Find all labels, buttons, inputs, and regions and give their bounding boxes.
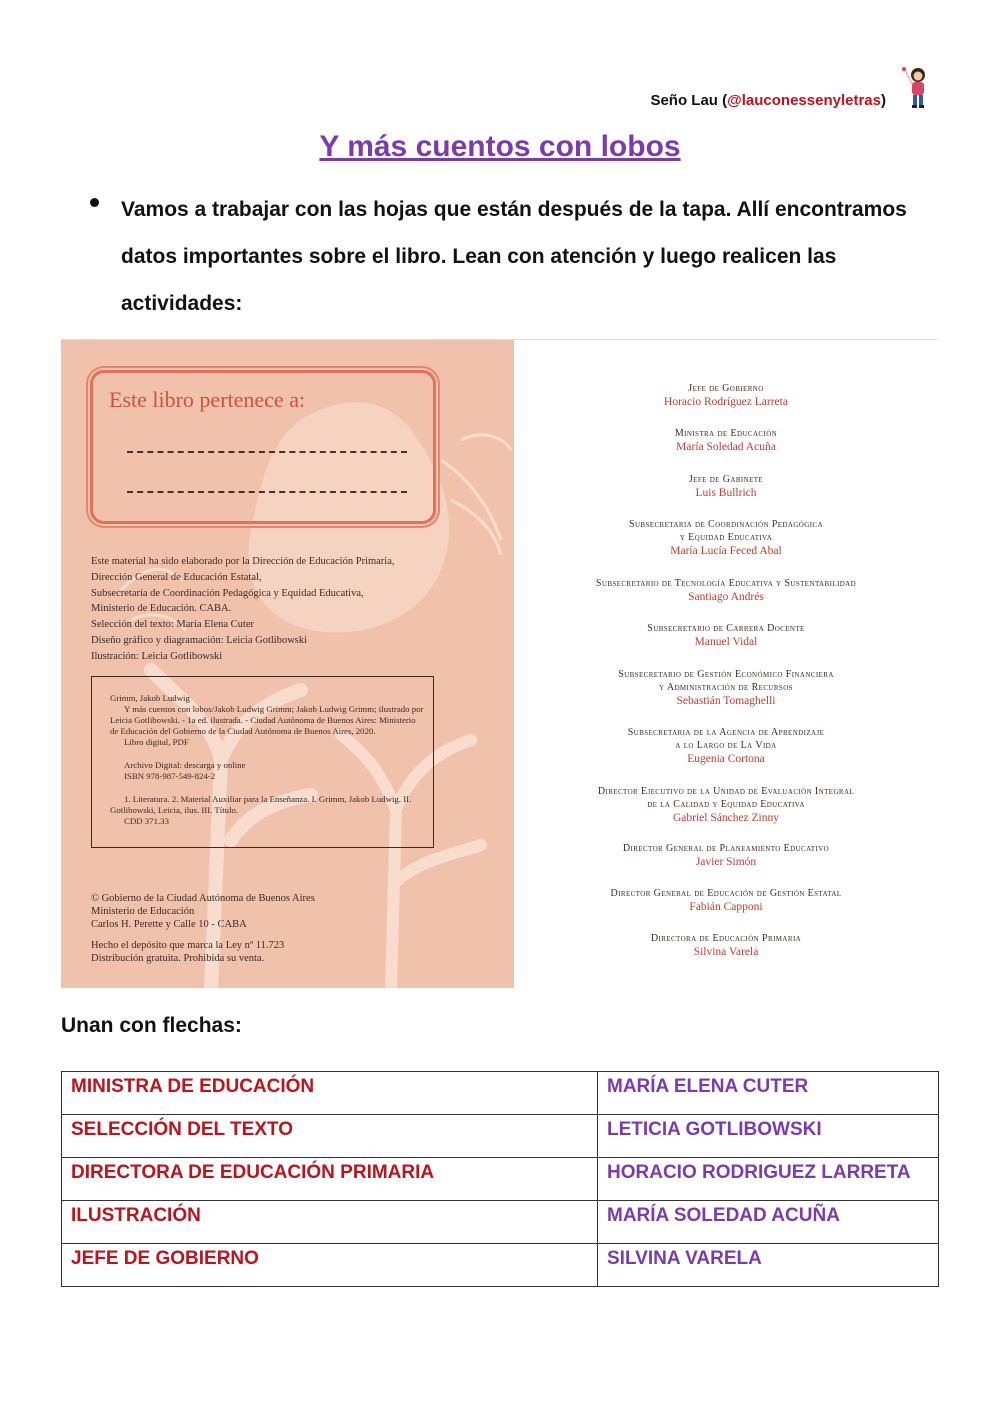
authority-role: Jefe de Gobierno [688, 383, 764, 394]
legal-line: Hecho el depósito que marca la Ley nº 11.723 [91, 940, 285, 951]
authority-role: Ministra de Educación [674, 428, 778, 439]
book-credits-image [61, 339, 938, 988]
authority-entry [514, 427, 938, 455]
table-row [62, 1158, 939, 1201]
legal-line: Distribución gratuita. Prohibida su venta. [91, 953, 265, 964]
authority-role: Subsecretario de Gestión Económico Financiera y Administración de Recursos [618, 669, 834, 693]
book-left-page [61, 340, 514, 988]
authority-name: Manuel Vidal [694, 636, 758, 648]
authority-entry [514, 785, 938, 826]
credit-suffix: ) [881, 92, 886, 109]
table-row [62, 1072, 939, 1115]
credit-line: Selección del texto: María Elena Cuter [91, 619, 254, 631]
authority-role: Director Ejecutivo de la Unidad de Evaluación Integral de la Calidad y Equidad Educativa [597, 786, 855, 810]
instruction-item [86, 186, 956, 327]
owner-line [127, 491, 407, 493]
match-right-cell[interactable]: HORACIO RODRIGUEZ LARRETA [598, 1158, 939, 1201]
matching-heading: Unan con flechas: [61, 1014, 242, 1037]
catalog-subjects: 1. Literatura. 2. Material Auxiliar para la Enseñanza. I. Grimm, Jakob Ludwig. II. Gotlibowski, Leicia, ilus. III. Título. [110, 794, 412, 815]
book-credits [91, 554, 395, 665]
credit-prefix: Seño Lau ( [650, 92, 728, 109]
authority-entry [514, 887, 938, 915]
authority-name: Javier Simón [695, 856, 757, 868]
authority-role: Subsecretario de Tecnología Educativa y Sustentabilidad [595, 578, 857, 589]
catalog-description: Y más cuentos con lobos/Jakob Ludwig Grimm; Jakob Ludwig Grimm; ilustrado por Leicia Gotlibowski. - 1a ed. ilustrada. - Ciudad Autónoma de Buenos Aires: Ministerio de Educación del Gobierno de la Ciudad Autónoma de Buenos Aires, 2020. [110, 704, 424, 736]
credit-line: Diseño gráfico y diagramación: Leicia Gotlibowski [91, 634, 308, 646]
catalog-box [91, 676, 434, 848]
match-left-cell[interactable]: JEFE DE GOBIERNO [62, 1244, 598, 1287]
bullet-icon [90, 198, 99, 207]
catalog-author: Grimm, Jakob Ludwig [110, 693, 190, 703]
authority-name: Fabián Capponi [689, 901, 763, 913]
teacher-avatar-icon [900, 64, 936, 110]
copyright-block [91, 892, 315, 965]
authority-entry [514, 622, 938, 650]
authority-name: Silvina Varela [693, 946, 759, 958]
catalog-format: Libro digital, PDF [124, 737, 189, 747]
copyright-line: © Gobierno de la Ciudad Autónoma de Buenos Aires [91, 893, 315, 904]
table-row [62, 1115, 939, 1158]
authority-name: Eugenia Cortona [687, 753, 765, 765]
authority-name: Luis Bullrich [695, 487, 757, 499]
authority-role: Subsecretario de Carrera Docente [647, 623, 805, 634]
credit-line: Dirección General de Educación Estatal, [91, 571, 262, 583]
matching-table [61, 1071, 939, 1287]
credit-line: Ilustración: Leicia Gotlibowski [91, 650, 223, 662]
credit-line: Subsecretaría de Coordinación Pedagógica y Equidad Educativa, [91, 587, 364, 599]
authority-entry [514, 518, 938, 559]
catalog-archive: Archivo Digital: descarga y online [124, 760, 246, 770]
instruction-text: Vamos a trabajar con las hojas que están después de la tapa. Allí encontramos datos importantes sobre el libro. Lean con atención y luego realicen las actividades: [121, 198, 907, 315]
authority-name: Horacio Rodríguez Larreta [664, 396, 788, 408]
match-right-cell[interactable]: MARÍA SOLEDAD ACUÑA [598, 1201, 939, 1244]
authority-entry [514, 842, 938, 870]
authority-role: Jefe de Gabinete [688, 474, 764, 485]
authority-role: Director General de Planeamiento Educativo [622, 843, 830, 854]
match-left-cell[interactable]: SELECCIÓN DEL TEXTO [62, 1115, 598, 1158]
match-left-cell[interactable]: ILUSTRACIÓN [62, 1201, 598, 1244]
authority-role: Directora de Educación Primaria [650, 933, 802, 944]
owner-label: Este libro pertenece a: [109, 387, 306, 412]
copyright-line: Carlos H. Perette y Calle 10 - CABA [91, 919, 247, 930]
table-row [62, 1201, 939, 1244]
authority-name: María Soledad Acuña [676, 441, 776, 453]
authority-name: María Lucía Feced Abal [670, 545, 782, 557]
credit-line: Ministerio de Educación. CABA. [91, 603, 232, 615]
authority-entry [514, 577, 938, 605]
credit-line: Este material ha sido elaborado por la Dirección de Educación Primaria, [91, 556, 395, 567]
match-left-cell[interactable]: DIRECTORA DE EDUCACIÓN PRIMARIA [62, 1158, 598, 1201]
catalog-cdd: CDD 371.33 [124, 816, 169, 826]
authority-entry [514, 473, 938, 501]
authority-name: Santiago Andrés [688, 591, 764, 603]
authority-entry [514, 726, 938, 767]
book-right-page [514, 340, 938, 988]
owner-box [90, 370, 436, 524]
match-right-cell[interactable]: LETICIA GOTLIBOWSKI [598, 1115, 939, 1158]
authority-role: Subsecretaria de Coordinación Pedagógica y Equidad Educativa [629, 519, 823, 543]
table-row [62, 1244, 939, 1287]
authority-role: Director General de Educación de Gestión Estatal [610, 888, 842, 899]
authority-entry [514, 932, 938, 960]
authority-entry [514, 382, 938, 410]
page-title: Y más cuentos con lobos [319, 130, 681, 163]
match-right-cell[interactable]: MARÍA ELENA CUTER [598, 1072, 939, 1115]
match-right-cell[interactable]: SILVINA VARELA [598, 1244, 939, 1287]
author-credit [650, 92, 886, 109]
match-left-cell[interactable]: MINISTRA DE EDUCACIÓN [62, 1072, 598, 1115]
authority-name: Sebastián Tomaghelli [676, 695, 776, 707]
copyright-line: Ministerio de Educación [91, 906, 195, 917]
authority-entry [514, 668, 938, 709]
authority-role: Subsecretaria de la Agencia de Aprendizaje a lo Largo de La Vida [627, 727, 825, 751]
owner-line [127, 451, 407, 453]
catalog-isbn: ISBN 978-987-549-824-2 [124, 771, 216, 781]
credit-handle: @lauconessenyletras [727, 92, 881, 109]
authority-name: Gabriel Sánchez Zinny [672, 812, 779, 824]
